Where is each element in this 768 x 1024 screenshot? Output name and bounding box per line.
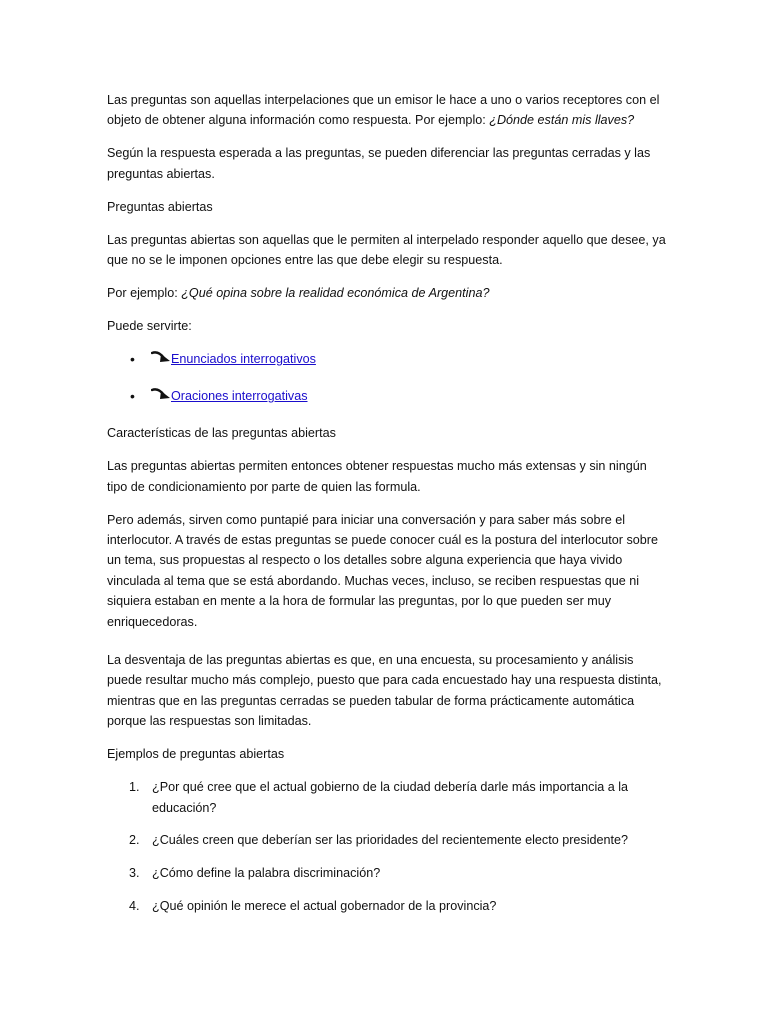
- item-number: 2.: [129, 833, 140, 848]
- bullet: •: [130, 351, 135, 368]
- example-paragraph: [107, 283, 668, 303]
- arrow-icon: [151, 387, 171, 401]
- intro-text: Las preguntas son aquellas interpelaciones que un emisor le hace a uno o varios receptores con el objeto de obtener alguna información como respuesta. Por ejemplo:: [107, 93, 660, 128]
- item-text: ¿Cómo define la palabra discriminación?: [152, 866, 381, 881]
- example-label: Por ejemplo:: [107, 286, 182, 301]
- item-text: ¿Cuáles creen que deberían ser las prioridades del recientemente electo presidente?: [152, 833, 629, 848]
- list-item: [107, 896, 668, 916]
- list-item: [107, 349, 668, 369]
- intro-paragraph: [107, 90, 668, 131]
- item-text: ¿Por qué cree que el actual gobierno de la ciudad debería darle más importancia a la educación?: [152, 780, 629, 815]
- example-text: ¿Qué opina sobre la realidad económica de Argentina?: [181, 286, 490, 301]
- arrow-icon: [151, 350, 171, 364]
- list-item: [107, 830, 668, 850]
- item-number: 1.: [129, 780, 140, 795]
- heading-examples: Ejemplos de preguntas abiertas: [107, 747, 285, 762]
- heading-open-questions: Preguntas abiertas: [107, 199, 213, 214]
- definition-paragraph: Las preguntas abiertas son aquellas que le permiten al interpelado responder aquello que desee, ya que no se le imponen opciones entre las que debe elegir su respuesta.: [107, 232, 666, 268]
- examples-list: [107, 777, 668, 916]
- intro-example: ¿Dónde están mis llaves?: [489, 113, 635, 128]
- disadvantage-paragraph: La desventaja de las preguntas abiertas es que, en una encuesta, su procesamiento y análisis puede resultar mucho más complejo, puesto que para cada encuestado hay una respuesta distinta, mientras que en las preguntas cerradas se pueden tabular de forma prácticamente automática porque las respuestas son limitadas.: [107, 653, 662, 729]
- item-text: ¿Qué opinión le merece el actual gobernador de la provincia?: [152, 899, 497, 914]
- list-item: [107, 386, 668, 406]
- item-number: 4.: [129, 899, 140, 914]
- link-enunciados-interrogativos[interactable]: Enunciados interrogativos: [171, 352, 316, 367]
- features-paragraph-1: Las preguntas abiertas permiten entonces obtener respuestas mucho más extensas y sin ningún tipo de condicionamiento por parte de quien las formula.: [107, 459, 647, 494]
- item-number: 3.: [129, 866, 140, 881]
- bullet: •: [130, 388, 135, 405]
- types-paragraph: Según la respuesta esperada a las preguntas, se pueden diferenciar las preguntas cerradas y las preguntas abiertas.: [107, 146, 651, 181]
- see-also-label: Puede servirte:: [107, 319, 192, 334]
- features-paragraph-2: Pero además, sirven como puntapié para iniciar una conversación y para saber más sobre el interlocutor. A través de estas preguntas se puede conocer cuál es la postura del interlocutor sobre un tema, sus propuestas al respecto o los detalles sobre alguna experiencia que haya vivido vinculada al tema que se está abordando. Muchas veces, incluso, se reciben respuestas que ni siquiera estaban en mente a la hora de formular las preguntas, por lo que pueden ser muy enriquecedoras.: [107, 512, 658, 629]
- list-item: [107, 863, 668, 883]
- related-links-list: [107, 349, 668, 406]
- list-item: [107, 777, 668, 818]
- link-oraciones-interrogativas[interactable]: Oraciones interrogativas: [171, 389, 308, 404]
- heading-features: Características de las preguntas abiertas: [107, 426, 336, 441]
